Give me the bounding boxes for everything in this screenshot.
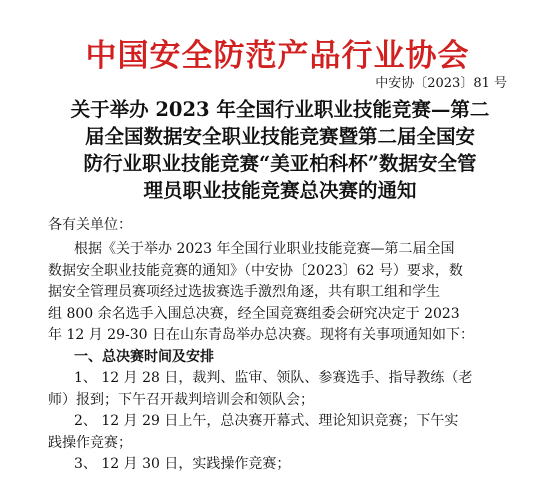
section-heading: 一、总决赛时间及安排 bbox=[74, 348, 214, 365]
schedule-item-line: 3、 12 月 30 日，实践操作竞赛； bbox=[74, 456, 291, 472]
notice-title-line: 届全国数据安全职业技能竞赛暨第二届全国安 bbox=[84, 125, 475, 148]
schedule-item-line: 2、 12 月 29 日上午，总决赛开幕式、理论知识竞赛；下午实 bbox=[74, 413, 459, 429]
body-paragraph-line: 据安全管理员赛项经过选拔赛选手激烈角逐，共有职工组和学生 bbox=[48, 284, 440, 300]
schedule-item-line: 师）报到；下午召开裁判培训会和领队会； bbox=[48, 391, 314, 408]
body-paragraph-line: 数据安全职业技能竞赛的通知》（中安协〔2023〕62 号）要求，数 bbox=[48, 262, 463, 279]
body-paragraph-line: 组 800 余名选手入围总决赛，经全国竞赛组委会研究决定于 2023 bbox=[48, 305, 460, 322]
schedule-item-line: 践操作竞赛； bbox=[48, 434, 132, 451]
body-paragraph-line: 根据《关于举办 2023 年全国行业职业技能竞赛—第二届全国 bbox=[74, 241, 455, 257]
organization-letterhead: 中国安全防范产品行业协会 bbox=[85, 38, 470, 74]
notice-title-line: 关于举办 2023 年全国行业职业技能竞赛—第二 bbox=[70, 98, 490, 121]
notice-title-line: 防行业职业技能竞赛“美亚柏科杯”数据安全管 bbox=[83, 152, 477, 175]
schedule-item-line: 1、 12 月 28 日，裁判、监审、领队、参赛选手、指导教练（老 bbox=[74, 370, 473, 386]
salutation: 各有关单位： bbox=[48, 217, 132, 233]
document-number: 中安协〔2023〕81 号 bbox=[375, 76, 507, 91]
notice-title-line: 理员职业技能竞赛总决赛的通知 bbox=[143, 179, 417, 202]
body-paragraph-line: 年 12 月 29-30 日在山东青岛举办总决赛。现将有关事项通知如下： bbox=[48, 327, 474, 343]
notice-title bbox=[40, 96, 520, 204]
